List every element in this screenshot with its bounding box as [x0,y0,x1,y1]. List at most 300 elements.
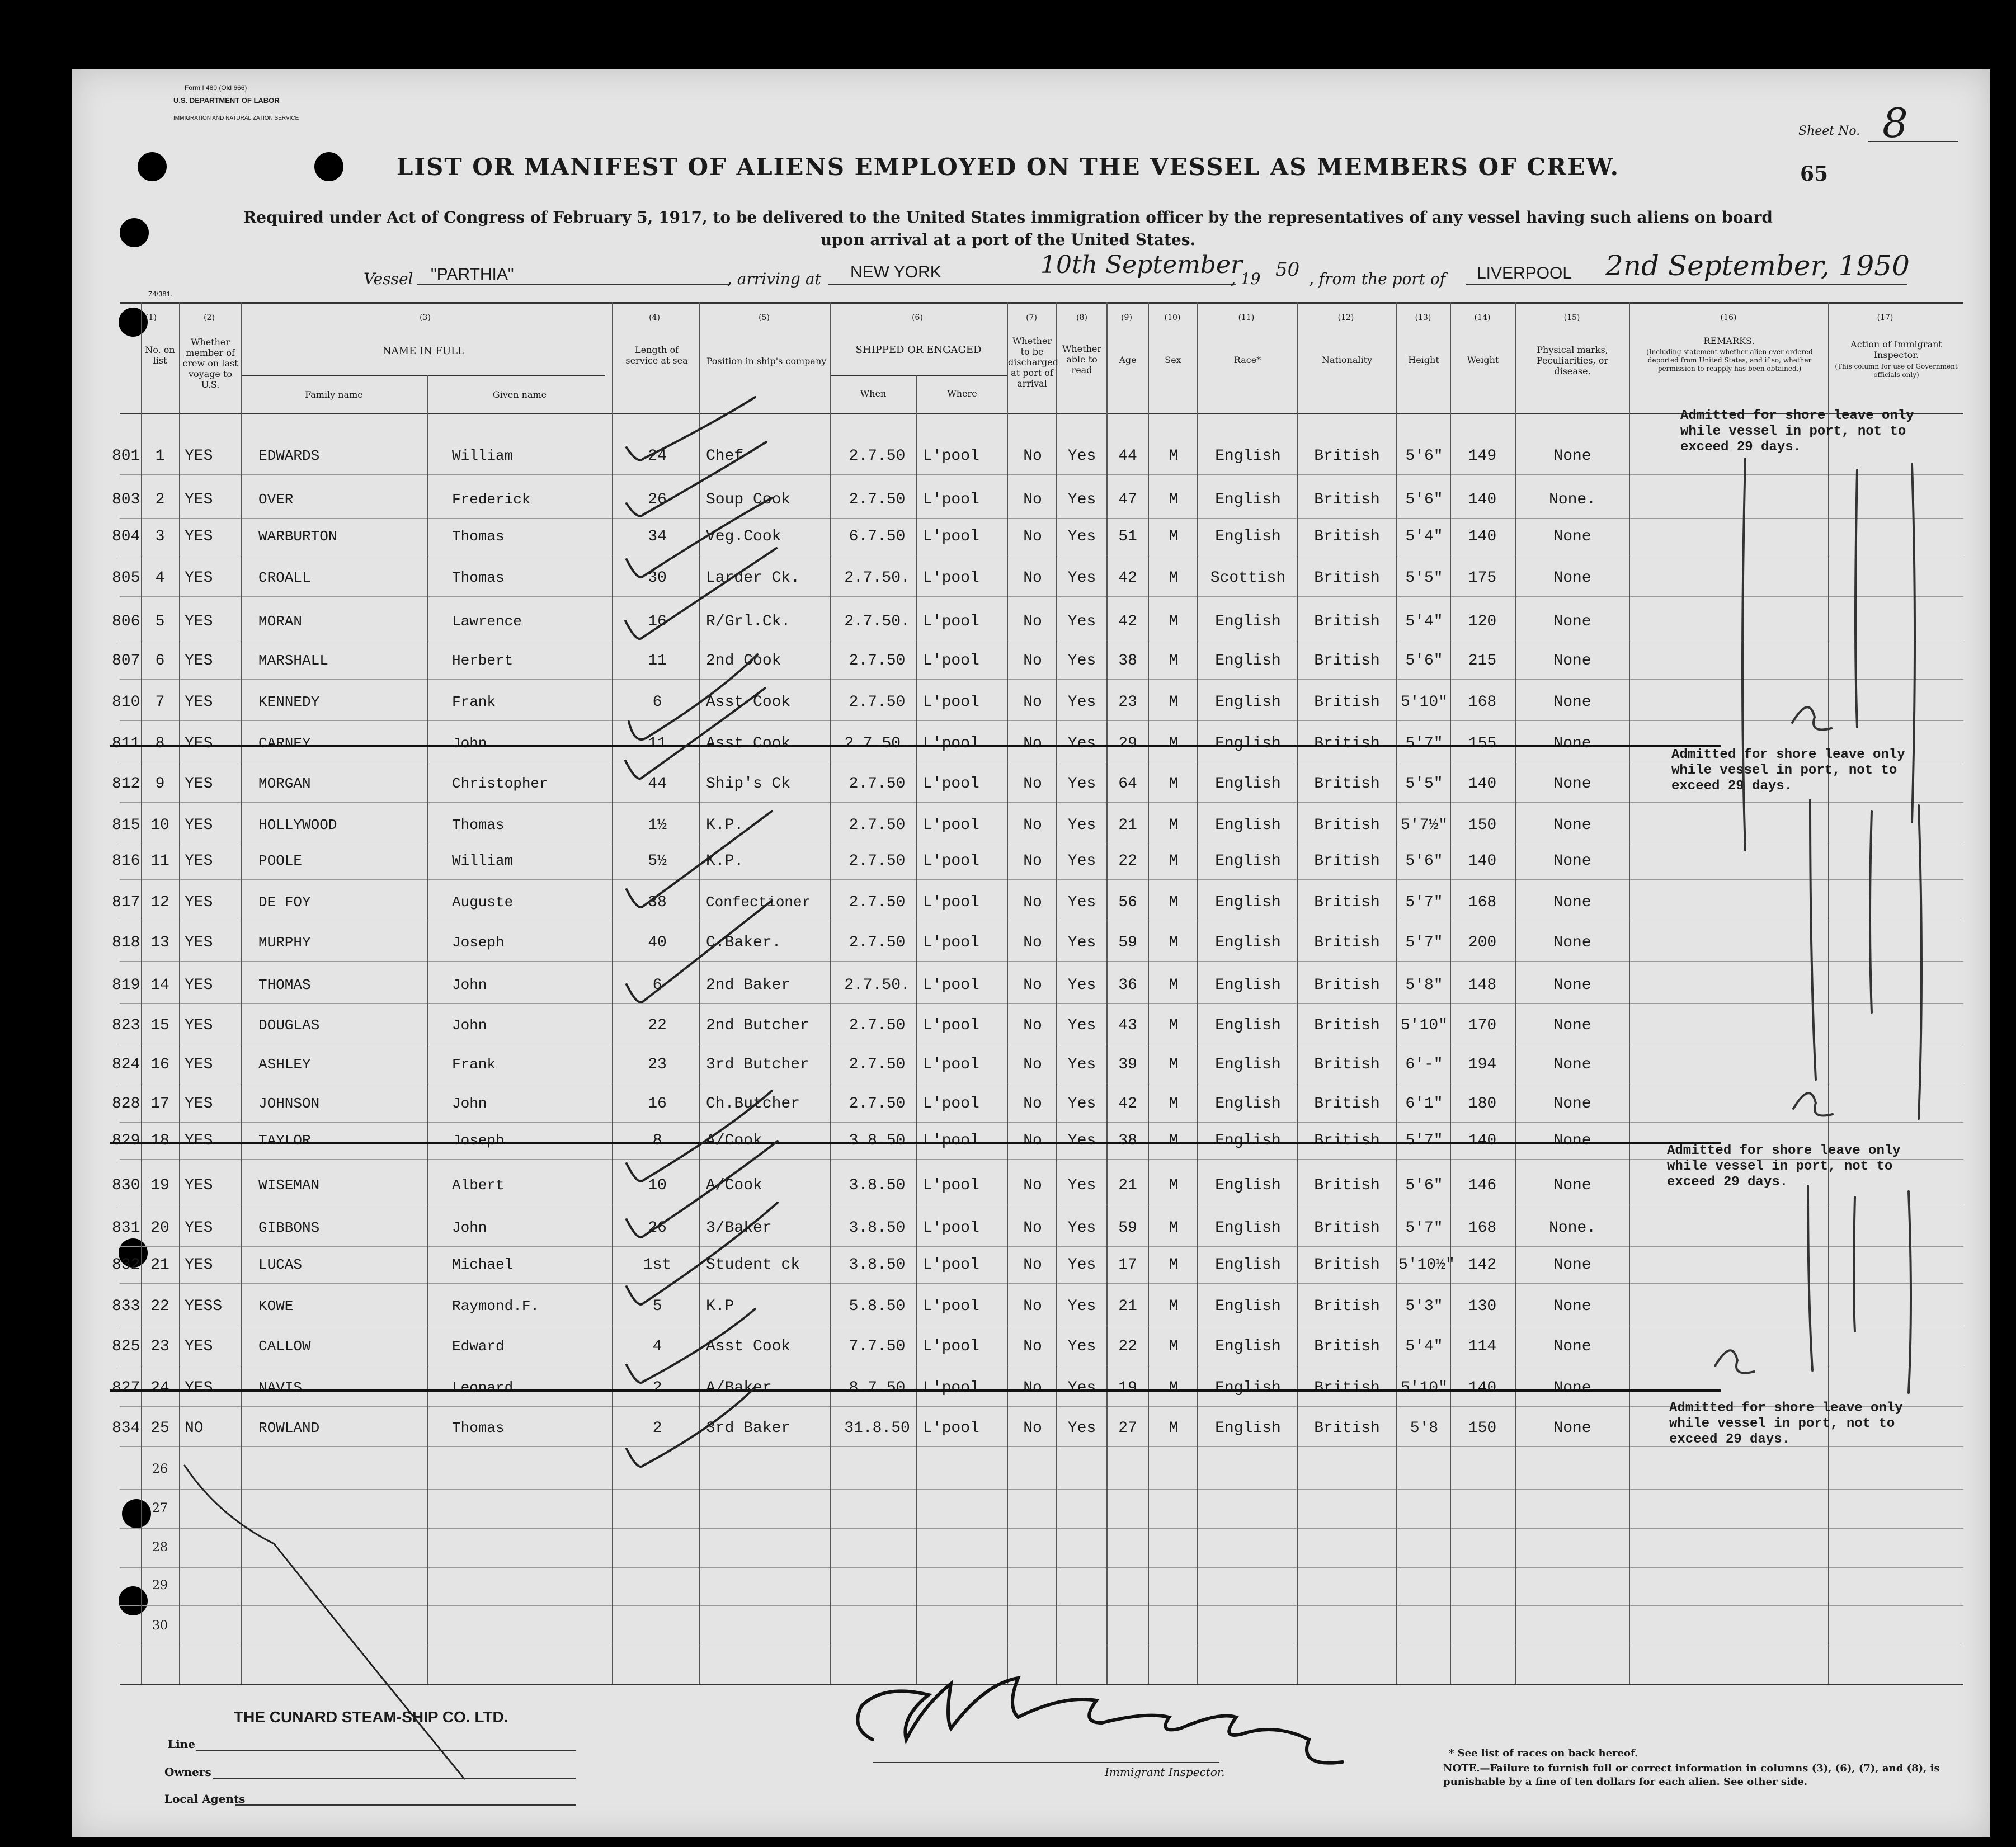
cell-no: 24 [150,1379,169,1397]
cell-race: English [1215,652,1281,670]
cell-weight: 142 [1468,1256,1497,1274]
cell-ref: 806 [112,613,140,630]
cell-read: Yes [1067,1095,1096,1113]
cell-marks: None [1553,1177,1591,1194]
cell-nat: British [1314,1256,1380,1274]
cell-sex: M [1169,1219,1179,1237]
inspector-signature-line [873,1762,1219,1763]
cell-family: OVER [258,491,294,508]
department-name: U.S. DEPARTMENT OF LABOR [173,96,280,105]
cell-prev: YES [185,934,213,951]
cell-when: 2.7.50 [849,1095,906,1113]
cell-service: 4 [652,1338,662,1355]
arrival-port: NEW YORK [850,263,941,281]
line-underline [196,1750,576,1751]
cell-family: THOMAS [258,977,311,993]
cell-no: 28 [152,1540,168,1554]
cell-given: Lawrence [452,613,522,630]
colnum-13: (13) [1415,313,1431,322]
cell-no: 30 [152,1619,168,1633]
cell-ref: 834 [112,1420,140,1437]
cell-marks: None [1553,977,1591,994]
cell-height: 5'5" [1405,569,1443,587]
header-remarks-note: (Including statement whether alien ever ordered deported from United States, and if so, whether permission to reapply has been obtained.) [1646,348,1813,373]
cell-race: English [1215,1298,1281,1315]
cell-read: Yes [1067,817,1096,834]
cell-age: 17 [1118,1256,1137,1274]
header-no-on-list: No. on list [145,345,175,366]
header-nationality: Nationality [1321,355,1373,365]
cell-prev: YES [185,735,213,752]
cell-age: 21 [1118,1177,1137,1194]
cell-age: 21 [1118,817,1137,834]
cell-marks: None [1553,1056,1591,1073]
cell-no: 10 [150,817,169,834]
cell-position: Confectioner [706,894,811,911]
cell-no: 9 [155,775,165,793]
colnum-7: (7) [1026,313,1037,322]
cell-no: 15 [150,1017,169,1034]
cell-nat: British [1314,1017,1380,1034]
cell-nat: British [1314,1298,1380,1315]
cell-family: CARNEY [258,735,311,752]
cell-given: Michael [452,1256,514,1273]
cell-sex: M [1169,775,1179,793]
cell-position: Larder Ck. [706,569,800,587]
cell-ref: 812 [112,775,140,793]
cell-disch: No [1023,491,1042,508]
cell-disch: No [1023,1420,1042,1437]
remark-stamp: Admitted for shore leave only while vessel in port, not to exceed 29 days. [1667,1143,1901,1190]
cell-service: 1½ [648,817,667,834]
cell-prev: YES [185,1177,213,1194]
cell-when: 2.7.50 [849,852,906,870]
subtitle-line-1: Required under Act of Congress of February 5, 1917, to be delivered to the United States immigration officer by the representatives of any vessel having such aliens on board [243,208,1773,227]
cell-age: 59 [1118,1219,1137,1237]
cell-disch: No [1023,775,1042,793]
cell-marks: None [1553,735,1591,752]
cell-marks: None [1553,934,1591,951]
cell-service: 5 [652,1298,662,1315]
cell-age: 38 [1118,1132,1137,1149]
cell-prev: YES [185,1132,213,1149]
cell-disch: No [1023,1095,1042,1113]
arrival-year: 50 [1275,258,1300,281]
cell-position: 3rd Baker [706,1420,791,1437]
cell-nat: British [1314,977,1380,994]
cell-where: L'pool [923,1219,979,1237]
cell-position: Student ck [706,1256,800,1274]
cell-sex: M [1169,1298,1179,1315]
cell-race: English [1215,1256,1281,1274]
cell-position: C.Baker. [706,934,781,951]
cell-read: Yes [1067,1219,1096,1237]
cell-age: 36 [1118,977,1137,994]
cell-given: Joseph [452,1132,505,1149]
cell-family: CALLOW [258,1338,311,1355]
cell-sex: M [1169,817,1179,834]
colnum-1: (1) [145,313,157,322]
cell-no: 1 [155,447,165,465]
cell-disch: No [1023,1379,1042,1397]
header-length-service: Length of service at sea [625,345,688,366]
cell-service: 10 [648,1177,667,1194]
cell-prev: YES [185,977,213,994]
cell-prev: YESS [185,1298,223,1315]
cell-ref: 830 [112,1177,140,1194]
cell-when: 2.7.50 [849,652,906,670]
cell-position: R/Grl.Ck. [706,613,791,630]
cell-position: K.P [706,1298,734,1315]
cell-service: 16 [648,1095,667,1113]
cell-nat: British [1314,1056,1380,1073]
cell-when: 3.8.50 [849,1177,906,1194]
cell-when: 3.8.50 [849,1256,906,1274]
colnum-12: (12) [1337,313,1354,322]
cell-prev: YES [185,1095,213,1113]
cell-disch: No [1023,977,1042,994]
cell-age: 44 [1118,447,1137,465]
cell-marks: None [1553,1017,1591,1034]
cell-race: English [1215,491,1281,508]
cell-read: Yes [1067,977,1096,994]
cell-where: L'pool [923,1132,979,1149]
cell-marks: None [1553,1132,1591,1149]
colnum-15: (15) [1563,313,1580,322]
form-number: Form I 480 (Old 666) [185,84,247,92]
cell-service: 40 [648,934,667,951]
cell-where: L'pool [923,1256,979,1274]
cell-position: 2nd Cook [706,652,781,670]
header-name-in-full: NAME IN FULL [382,345,465,357]
cell-age: 19 [1118,1379,1137,1397]
cell-read: Yes [1067,1256,1096,1274]
header-physical-marks: Physical marks, Peculiarities, or disease. [1537,345,1608,376]
races-note: * See list of races on back hereof. [1449,1747,1638,1759]
cell-service: 5½ [648,852,667,870]
cell-read: Yes [1067,528,1096,545]
cell-disch: No [1023,1338,1042,1355]
cell-family: EDWARDS [258,447,320,464]
colnum-14: (14) [1474,313,1491,322]
cell-where: L'pool [923,894,979,911]
colnum-16: (16) [1720,313,1737,322]
cell-nat: British [1314,1379,1380,1397]
cell-height: 5'7" [1405,934,1443,951]
cell-race: English [1215,1177,1281,1194]
cell-sex: M [1169,1056,1179,1073]
cell-ref: 823 [112,1017,140,1034]
cell-where: L'pool [923,1177,979,1194]
cell-read: Yes [1067,1420,1096,1437]
cell-where: L'pool [923,1379,979,1397]
cell-given: John [452,1219,487,1236]
header-sex: Sex [1165,355,1181,365]
cell-read: Yes [1067,894,1096,911]
cell-nat: British [1314,934,1380,951]
cell-disch: No [1023,852,1042,870]
cell-race: Scottish [1210,569,1286,587]
cell-position: Soup Cook [706,491,791,508]
cell-where: L'pool [923,852,979,870]
cell-disch: No [1023,817,1042,834]
header-discharged: Whether to be discharged at port of arrival [1008,336,1058,389]
cell-disch: No [1023,934,1042,951]
cell-height: 5'10½" [1398,1256,1455,1274]
cell-where: L'pool [923,1338,979,1355]
cell-age: 23 [1118,694,1137,711]
cell-service: 16 [648,613,667,630]
cell-race: English [1215,817,1281,834]
cell-ref: 828 [112,1095,140,1113]
colnum-4: (4) [649,313,660,322]
cell-weight: 148 [1468,977,1497,994]
cell-weight: 168 [1468,694,1497,711]
cell-age: 56 [1118,894,1137,911]
cell-where: L'pool [923,613,979,630]
cell-race: English [1215,1338,1281,1355]
cell-prev: YES [185,1338,213,1355]
cell-weight: 130 [1468,1298,1497,1315]
cell-family: MURPHY [258,934,311,951]
cell-where: L'pool [923,735,979,752]
cell-given: Edward [452,1338,505,1355]
cell-age: 43 [1118,1017,1137,1034]
cell-prev: YES [185,694,213,711]
cell-given: Thomas [452,817,505,833]
cell-position: Asst Cook [706,1338,791,1355]
cell-family: WARBURTON [258,528,337,545]
cell-weight: 149 [1468,447,1497,465]
cell-read: Yes [1067,569,1096,587]
cell-given: William [452,447,514,464]
cell-age: 59 [1118,934,1137,951]
cell-position: 2nd Butcher [706,1017,809,1034]
cell-nat: British [1314,1177,1380,1194]
cell-height: 5'4" [1405,528,1443,545]
cell-nat: British [1314,1095,1380,1113]
cell-position: Chef [706,447,744,465]
cell-ref: 818 [112,934,140,951]
cell-family: CROALL [258,569,311,586]
cell-nat: British [1314,491,1380,508]
cell-no: 26 [152,1462,168,1476]
cell-prev: YES [185,1379,213,1397]
cell-sex: M [1169,977,1179,994]
year-prefix: , 19 [1231,270,1261,288]
cell-marks: None. [1548,491,1596,508]
cell-race: English [1215,894,1281,911]
cell-where: L'pool [923,1095,979,1113]
cell-nat: British [1314,528,1380,545]
cell-where: L'pool [923,775,979,793]
cell-height: 5'7" [1405,1219,1443,1237]
cell-given: Auguste [452,894,514,911]
cell-given: Raymond.F. [452,1298,540,1314]
cell-no: 23 [150,1338,169,1355]
cell-nat: British [1314,694,1380,711]
cell-age: 64 [1118,775,1137,793]
cell-prev: YES [185,447,213,465]
cell-ref: 819 [112,977,140,994]
cell-service: 34 [648,528,667,545]
cell-read: Yes [1067,852,1096,870]
cell-weight: 140 [1468,528,1497,545]
cell-no: 18 [150,1132,169,1149]
cell-no: 19 [150,1177,169,1194]
cell-when: 8.7.50 [849,1379,906,1397]
cell-sex: M [1169,1379,1179,1397]
cell-disch: No [1023,894,1042,911]
cell-service: 6 [652,977,662,994]
cell-ref: 804 [112,528,140,545]
cell-height: 5'6" [1405,652,1443,670]
cell-weight: 180 [1468,1095,1497,1113]
cell-where: L'pool [923,491,979,508]
cell-family: WISEMAN [258,1177,320,1194]
page-number: 65 [1800,162,1829,186]
cell-ref: 825 [112,1338,140,1355]
cell-prev: YES [185,613,213,630]
cell-family: MORAN [258,613,303,630]
cell-position: K.P. [706,817,744,834]
cell-read: Yes [1067,1177,1096,1194]
cell-weight: 170 [1468,1017,1497,1034]
cell-read: Yes [1067,613,1096,630]
cell-ref: 815 [112,817,140,834]
cell-no: 27 [152,1501,168,1515]
cell-prev: YES [185,569,213,587]
header-age: Age [1119,355,1137,365]
cell-height: 5'6" [1405,1177,1443,1194]
header-action-inspector: Action of Immigrant Inspector. [1850,339,1942,360]
cell-race: English [1215,735,1281,752]
cell-family: MARSHALL [258,652,328,669]
cell-age: 42 [1118,613,1137,630]
colnum-11: (11) [1238,313,1255,322]
cell-read: Yes [1067,1379,1096,1397]
cell-disch: No [1023,1056,1042,1073]
form-code: 74/381. [148,290,173,298]
cell-when: 2.7.50 [849,1056,906,1073]
cell-marks: None [1553,569,1591,587]
cell-age: 27 [1118,1420,1137,1437]
cell-given: Albert [452,1177,505,1194]
cell-marks: None [1553,1379,1591,1397]
cell-service: 30 [648,569,667,587]
cell-nat: British [1314,447,1380,465]
cell-race: English [1215,1420,1281,1437]
cell-family: LUCAS [258,1256,303,1273]
cell-service: 11 [648,735,667,752]
from-label: , from the port of [1309,270,1446,288]
cell-age: 47 [1118,491,1137,508]
cell-height: 5'6" [1405,491,1443,508]
cell-ref: 824 [112,1056,140,1073]
colnum-8: (8) [1076,313,1087,322]
remark-stamp: Admitted for shore leave only while vessel in port, not to exceed 29 days. [1671,747,1905,794]
cell-position: Veg.Cook [706,528,781,545]
cell-prev: YES [185,894,213,911]
cell-height: 6'1" [1405,1095,1443,1113]
cell-service: 8 [652,1132,662,1149]
sheet-number: 8 [1882,100,1908,147]
cell-disch: No [1023,1132,1042,1149]
cell-sex: M [1169,852,1179,870]
cell-where: L'pool [923,817,979,834]
cell-where: L'pool [923,528,979,545]
cell-nat: British [1314,1338,1380,1355]
cell-weight: 200 [1468,934,1497,951]
cell-marks: None [1553,817,1591,834]
owners-underline [213,1778,576,1779]
owners-label: Owners [164,1765,211,1779]
cell-height: 5'10" [1400,1379,1448,1397]
cell-read: Yes [1067,652,1096,670]
cell-read: Yes [1067,1132,1096,1149]
cell-where: L'pool [923,1017,979,1034]
cell-ref: 817 [112,894,140,911]
cell-service: 2 [652,1420,662,1437]
cell-nat: British [1314,613,1380,630]
cell-height: 5'8 [1410,1420,1439,1437]
cell-read: Yes [1067,1338,1096,1355]
cell-height: 5'7½" [1400,817,1448,834]
colnum-10: (10) [1164,313,1181,322]
cell-service: 38 [648,894,667,911]
cell-no: 2 [155,491,165,508]
cell-given: Frank [452,694,496,710]
cell-weight: 150 [1468,817,1497,834]
cell-family: TAYLOR [258,1132,311,1149]
header-action-note: (This column for use of Government officials only) [1835,362,1958,379]
cell-where: L'pool [923,977,979,994]
penalty-note: NOTE.—Failure to furnish full or correct information in columns (3), (6), (7), and (8), is punishable by a fine of ten dollars for each alien. See other side. [1443,1763,1940,1788]
header-weight: Weight [1467,355,1499,365]
cell-family: DE FOY [258,894,311,911]
cell-marks: None [1553,528,1591,545]
cell-disch: No [1023,1017,1042,1034]
cell-no: 17 [150,1095,169,1113]
cell-no: 16 [150,1056,169,1073]
cell-position: Ch.Butcher [706,1095,800,1113]
cell-ref: 805 [112,569,140,587]
service-name: IMMIGRATION AND NATURALIZATION SERVICE [173,115,299,121]
cell-age: 39 [1118,1056,1137,1073]
cell-position: Asst.Cook [706,735,791,752]
cell-given: John [452,735,487,752]
cell-no: 22 [150,1298,169,1315]
cell-age: 29 [1118,735,1137,752]
cell-weight: 140 [1468,1379,1497,1397]
cell-race: English [1215,1379,1281,1397]
cell-sex: M [1169,447,1179,465]
header-position: Position in ship's company [706,356,827,366]
cell-prev: YES [185,1219,213,1237]
cell-no: 20 [150,1219,169,1237]
cell-race: English [1215,528,1281,545]
colnum-3: (3) [420,313,431,322]
cell-position: A/Cook [706,1177,762,1194]
cell-read: Yes [1067,1298,1096,1315]
cell-sex: M [1169,694,1179,711]
cell-no: 29 [152,1579,168,1592]
cell-prev: YES [185,1256,213,1274]
departure-port: LIVERPOOL [1477,264,1572,282]
cell-disch: No [1023,613,1042,630]
cell-nat: British [1314,1132,1380,1149]
cell-ref: 832 [112,1256,140,1274]
